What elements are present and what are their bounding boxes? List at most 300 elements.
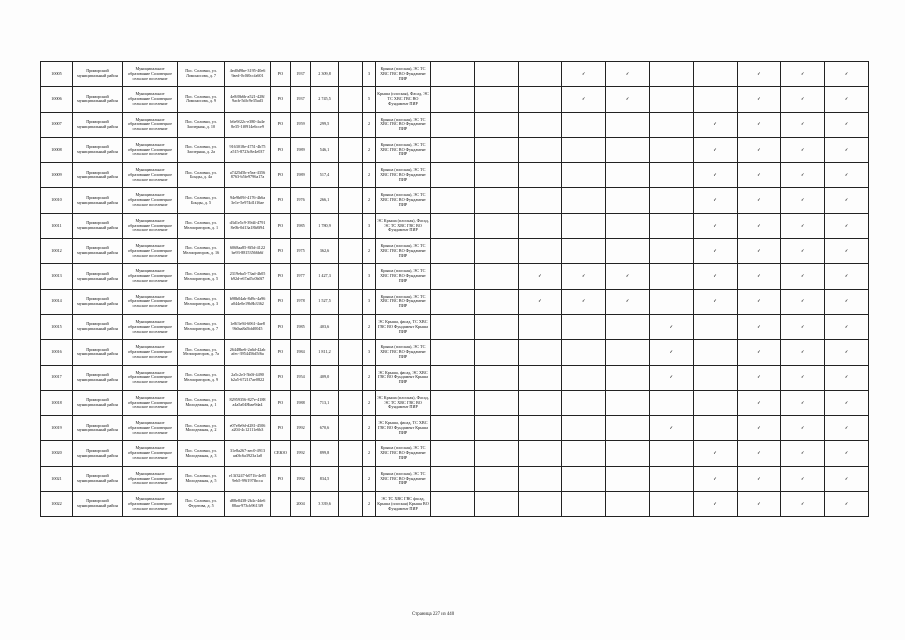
- check-mark-icon: ✓: [781, 188, 825, 213]
- empty-work-cell: [431, 264, 475, 289]
- check-mark-icon: ✓: [649, 365, 693, 390]
- blank-cell: [339, 87, 363, 112]
- row-id: 10012: [41, 239, 73, 264]
- area-cell: 266,1: [311, 188, 339, 213]
- table-row: [41, 466, 869, 491]
- check-mark-icon: ✓: [693, 213, 737, 238]
- year-cell: 1988: [291, 390, 311, 415]
- district-cell: Приморский муниципальный район: [73, 239, 123, 264]
- blank-cell: [339, 416, 363, 441]
- check-mark-icon: ✓: [518, 289, 562, 314]
- area-cell: 1 527,5: [311, 289, 339, 314]
- address-cell: Пос. Соловки, ул. Молодежная, д. 2: [178, 416, 225, 441]
- check-mark-icon: ✓: [781, 112, 825, 137]
- works-cell: ЭС Крыша (плоская), Фасад, ЭС ТС ХВС ГВС ВО Фундамент ПИР: [376, 390, 431, 415]
- year-cell: 1976: [291, 188, 311, 213]
- empty-work-cell: [474, 112, 518, 137]
- empty-work-cell: [474, 62, 518, 87]
- check-mark-icon: ✓: [781, 289, 825, 314]
- empty-work-cell: [693, 314, 737, 339]
- ownership-cell: РО: [271, 239, 291, 264]
- row-id: 10010: [41, 188, 73, 213]
- table-row: [41, 289, 869, 314]
- empty-work-cell: [431, 213, 475, 238]
- check-mark-icon: ✓: [781, 163, 825, 188]
- check-mark-icon: ✓: [737, 264, 781, 289]
- guid-cell: 2319eba5-73ad-4b05 b92d-e67ad5c0b0f7: [225, 264, 271, 289]
- empty-work-cell: [562, 188, 606, 213]
- check-mark-icon: ✓: [825, 390, 869, 415]
- check-mark-icon: ✓: [649, 340, 693, 365]
- area-cell: 546,1: [311, 137, 339, 162]
- check-mark-icon: ✓: [693, 188, 737, 213]
- count-cell: 2: [363, 239, 376, 264]
- check-mark-icon: ✓: [693, 264, 737, 289]
- check-mark-icon: ✓: [825, 340, 869, 365]
- settlement-cell: Муниципальное образование Соловецкое сельское поселение: [123, 87, 178, 112]
- count-cell: 2: [363, 137, 376, 162]
- ownership-cell: РО: [271, 390, 291, 415]
- works-cell: Крыша (плоская), ЭС ТС ХВС ГВС ВО Фундамент ПИР: [376, 239, 431, 264]
- empty-work-cell: [431, 492, 475, 517]
- district-cell: Приморский муниципальный район: [73, 314, 123, 339]
- empty-work-cell: [474, 163, 518, 188]
- register-table: [40, 61, 869, 517]
- empty-work-cell: [518, 112, 562, 137]
- check-mark-icon: ✓: [825, 264, 869, 289]
- blank-cell: [339, 62, 363, 87]
- settlement-cell: Муниципальное образование Соловецкое сельское поселение: [123, 314, 178, 339]
- address-cell: Пос. Соловки, ул. Мелиораторов, д. 16: [178, 239, 225, 264]
- empty-work-cell: [562, 137, 606, 162]
- empty-work-cell: [649, 492, 693, 517]
- table-body: [41, 62, 869, 517]
- district-cell: Приморский муниципальный район: [73, 492, 123, 517]
- check-mark-icon: ✓: [518, 264, 562, 289]
- check-mark-icon: ✓: [825, 163, 869, 188]
- count-cell: 2: [363, 112, 376, 137]
- empty-work-cell: [693, 87, 737, 112]
- settlement-cell: Муниципальное образование Соловецкое сельское поселение: [123, 264, 178, 289]
- empty-work-cell: [649, 87, 693, 112]
- district-cell: Приморский муниципальный район: [73, 365, 123, 390]
- settlement-cell: Муниципальное образование Соловецкое сельское поселение: [123, 62, 178, 87]
- check-mark-icon: ✓: [825, 87, 869, 112]
- row-id: 10005: [41, 62, 73, 87]
- empty-work-cell: [518, 87, 562, 112]
- works-cell: Крыша (плоская), ЭС ТС ХВС ГВС ВО Фундамент ПИР: [376, 264, 431, 289]
- empty-work-cell: [518, 416, 562, 441]
- check-mark-icon: ✓: [737, 314, 781, 339]
- works-cell: Крыша (плоская), ЭС ТС ХВС ГВС ВО Фундамент ПИР: [376, 62, 431, 87]
- check-mark-icon: ✓: [606, 264, 650, 289]
- check-mark-icon: ✓: [737, 492, 781, 517]
- district-cell: Приморский муниципальный район: [73, 87, 123, 112]
- year-cell: 1937: [291, 87, 311, 112]
- check-mark-icon: ✓: [737, 62, 781, 87]
- empty-work-cell: [518, 213, 562, 238]
- count-cell: 3: [363, 289, 376, 314]
- district-cell: Приморский муниципальный район: [73, 441, 123, 466]
- check-mark-icon: ✓: [737, 416, 781, 441]
- empty-work-cell: [474, 239, 518, 264]
- row-id: 10011: [41, 213, 73, 238]
- settlement-cell: Муниципальное образование Соловецкое сельское поселение: [123, 390, 178, 415]
- area-cell: 834,5: [311, 466, 339, 491]
- empty-work-cell: [474, 188, 518, 213]
- empty-work-cell: [649, 213, 693, 238]
- blank-cell: [339, 163, 363, 188]
- district-cell: Приморский муниципальный район: [73, 163, 123, 188]
- works-cell: Крыша (плоская), ЭС ТС ХВС ГВС ВО Фундамент ПИР: [376, 340, 431, 365]
- ownership-cell: РО: [271, 466, 291, 491]
- area-cell: 2 745,5: [311, 87, 339, 112]
- check-mark-icon: ✓: [737, 289, 781, 314]
- empty-work-cell: [431, 466, 475, 491]
- empty-work-cell: [518, 314, 562, 339]
- check-mark-icon: ✓: [825, 188, 869, 213]
- district-cell: Приморский муниципальный район: [73, 213, 123, 238]
- address-cell: Пос. Соловки, ул. Заозерная, д. 2а: [178, 137, 225, 162]
- empty-work-cell: [606, 112, 650, 137]
- empty-work-cell: [474, 340, 518, 365]
- count-cell: 2: [363, 188, 376, 213]
- empty-work-cell: [606, 188, 650, 213]
- blank-cell: [339, 365, 363, 390]
- address-cell: Пос. Соловки, ул. Молодежная, д. 5: [178, 466, 225, 491]
- empty-work-cell: [431, 188, 475, 213]
- empty-work-cell: [474, 441, 518, 466]
- district-cell: Приморский муниципальный район: [73, 289, 123, 314]
- guid-cell: 6068aa85-8f5d-4122 be93-88153566b6f: [225, 239, 271, 264]
- area-cell: 362,6: [311, 239, 339, 264]
- guid-cell: 4e8f0b6b-a521-428f 9acb-5dfc9e35ad3: [225, 87, 271, 112]
- guid-cell: 9163018e-4751-4b75 a515-8723c8e4e037: [225, 137, 271, 162]
- empty-work-cell: [474, 466, 518, 491]
- year-cell: 1977: [291, 264, 311, 289]
- blank-cell: [339, 466, 363, 491]
- district-cell: Приморский муниципальный район: [73, 466, 123, 491]
- year-cell: 1959: [291, 112, 311, 137]
- ownership-cell: РО: [271, 188, 291, 213]
- guid-cell: 2a5c2e3-5b0f-4490 b2a5-6721f7ae0822: [225, 365, 271, 390]
- blank-cell: [339, 492, 363, 517]
- count-cell: 2: [363, 441, 376, 466]
- empty-work-cell: [562, 492, 606, 517]
- empty-work-cell: [562, 365, 606, 390]
- works-cell: Крыша (плоская), ЭС ТС ХВС ГВС ВО Фундамент ПИР: [376, 466, 431, 491]
- empty-work-cell: [649, 289, 693, 314]
- empty-work-cell: [606, 340, 650, 365]
- check-mark-icon: ✓: [781, 137, 825, 162]
- works-cell: Крыша (плоская), ЭС ТС ХВС ГВС ВО Фундамент ПИР: [376, 112, 431, 137]
- table-row: [41, 416, 869, 441]
- district-cell: Приморский муниципальный район: [73, 340, 123, 365]
- address-cell: Пос. Соловки, ул. Мелиораторов, д. 3: [178, 289, 225, 314]
- address-cell: Пос. Соловки, ул. Мелиораторов, д. 9: [178, 365, 225, 390]
- address-cell: Пос. Соловки, ул. Ломоносова, д. 9: [178, 87, 225, 112]
- works-cell: ЭС Крыша, фасад, ТС ХВС ГВС ВО Фундамент Крыша ПИР: [376, 416, 431, 441]
- blank-cell: [339, 264, 363, 289]
- settlement-cell: Муниципальное образование Соловецкое сельское поселение: [123, 340, 178, 365]
- works-cell: ЭС ТС ХВС ГВС фасад, Крыша (плоская) Крыша ВО Фундамент ПИР: [376, 492, 431, 517]
- settlement-cell: Муниципальное образование Соловецкое сельское поселение: [123, 492, 178, 517]
- empty-work-cell: [649, 62, 693, 87]
- guid-cell: 31e8a267-aec0-4913 aa0fc6a3923a1a0: [225, 441, 271, 466]
- row-id: 10019: [41, 416, 73, 441]
- guid-cell: b6e9f22c-e380-4a4e 8e35-1f0914e6cce9: [225, 112, 271, 137]
- ownership-cell: [271, 492, 291, 517]
- check-mark-icon: ✓: [825, 416, 869, 441]
- empty-work-cell: [693, 62, 737, 87]
- blank-cell: [339, 137, 363, 162]
- guid-cell: 94e9b09f-4176-4b6a 3e1e-5e974d1f16ae: [225, 188, 271, 213]
- address-cell: Пос. Соловки, ул. Федотова, д. 5: [178, 492, 225, 517]
- empty-work-cell: [474, 289, 518, 314]
- year-cell: 1989: [291, 137, 311, 162]
- guid-cell: 26448be6-2a6d-42ab afec-3954456d5f6a: [225, 340, 271, 365]
- check-mark-icon: ✓: [781, 239, 825, 264]
- works-cell: Крыша (плоская), ЭС ТС ХВС ГВС ВО Фундамент ПИР: [376, 188, 431, 213]
- empty-work-cell: [606, 137, 650, 162]
- empty-work-cell: [649, 239, 693, 264]
- empty-work-cell: [474, 314, 518, 339]
- works-cell: Крыша (плоская), Фасад, ЭС ТС ХВС ГВС ВО Фундамент ПИР: [376, 87, 431, 112]
- empty-work-cell: [474, 213, 518, 238]
- row-id: 10017: [41, 365, 73, 390]
- guid-cell: e13f3247-b071b-4e05 9eb5-99f197fbcca: [225, 466, 271, 491]
- year-cell: 1937: [291, 62, 311, 87]
- check-mark-icon: ✓: [562, 62, 606, 87]
- area-cell: 517,4: [311, 163, 339, 188]
- empty-work-cell: [649, 441, 693, 466]
- empty-work-cell: [431, 289, 475, 314]
- blank-cell: [339, 239, 363, 264]
- empty-work-cell: [562, 112, 606, 137]
- check-mark-icon: ✓: [781, 340, 825, 365]
- check-mark-icon: ✓: [825, 492, 869, 517]
- row-id: 10020: [41, 441, 73, 466]
- settlement-cell: Муниципальное образование Соловецкое сельское поселение: [123, 441, 178, 466]
- table-row: [41, 112, 869, 137]
- year-cell: 1992: [291, 466, 311, 491]
- check-mark-icon: ✓: [693, 466, 737, 491]
- empty-work-cell: [562, 239, 606, 264]
- row-id: 10009: [41, 163, 73, 188]
- table-row: [41, 365, 869, 390]
- check-mark-icon: ✓: [737, 340, 781, 365]
- empty-work-cell: [562, 314, 606, 339]
- empty-work-cell: [474, 137, 518, 162]
- check-mark-icon: ✓: [649, 416, 693, 441]
- empty-work-cell: [649, 390, 693, 415]
- check-mark-icon: ✓: [781, 492, 825, 517]
- empty-work-cell: [518, 239, 562, 264]
- year-cell: 1989: [291, 163, 311, 188]
- empty-work-cell: [606, 390, 650, 415]
- empty-work-cell: [606, 239, 650, 264]
- check-mark-icon: ✓: [781, 87, 825, 112]
- table-row: [41, 441, 869, 466]
- check-mark-icon: ✓: [781, 441, 825, 466]
- check-mark-icon: ✓: [825, 314, 869, 339]
- works-cell: Крыша (плоская), ЭС ТС ХВС ГВС ВО Фундамент ПИР: [376, 163, 431, 188]
- empty-work-cell: [431, 87, 475, 112]
- area-cell: 409,0: [311, 365, 339, 390]
- empty-work-cell: [562, 163, 606, 188]
- empty-work-cell: [474, 390, 518, 415]
- check-mark-icon: ✓: [737, 112, 781, 137]
- empty-work-cell: [649, 188, 693, 213]
- ownership-cell: РО: [271, 314, 291, 339]
- empty-work-cell: [693, 340, 737, 365]
- empty-work-cell: [518, 492, 562, 517]
- count-cell: 2: [363, 492, 376, 517]
- check-mark-icon: ✓: [825, 112, 869, 137]
- row-id: 10022: [41, 492, 73, 517]
- count-cell: 5: [363, 87, 376, 112]
- check-mark-icon: ✓: [825, 466, 869, 491]
- empty-work-cell: [518, 62, 562, 87]
- check-mark-icon: ✓: [737, 441, 781, 466]
- district-cell: Приморский муниципальный район: [73, 62, 123, 87]
- blank-cell: [339, 289, 363, 314]
- empty-work-cell: [606, 213, 650, 238]
- table-row: [41, 87, 869, 112]
- empty-work-cell: [606, 492, 650, 517]
- check-mark-icon: ✓: [825, 239, 869, 264]
- check-mark-icon: ✓: [781, 62, 825, 87]
- empty-work-cell: [606, 314, 650, 339]
- empty-work-cell: [606, 416, 650, 441]
- ownership-cell: РО: [271, 112, 291, 137]
- settlement-cell: Муниципальное образование Соловецкое сельское поселение: [123, 416, 178, 441]
- empty-work-cell: [474, 264, 518, 289]
- blank-cell: [339, 340, 363, 365]
- table-row: [41, 188, 869, 213]
- check-mark-icon: ✓: [737, 137, 781, 162]
- empty-work-cell: [431, 112, 475, 137]
- empty-work-cell: [431, 62, 475, 87]
- check-mark-icon: ✓: [693, 441, 737, 466]
- empty-work-cell: [431, 390, 475, 415]
- empty-work-cell: [562, 416, 606, 441]
- count-cell: 3: [363, 213, 376, 238]
- empty-work-cell: [518, 188, 562, 213]
- settlement-cell: Муниципальное образование Соловецкое сельское поселение: [123, 137, 178, 162]
- table-row: [41, 264, 869, 289]
- empty-work-cell: [431, 416, 475, 441]
- guid-cell: 4ed0d9be-3195-40e6 9aed-0c0f0ccfa601: [225, 62, 271, 87]
- district-cell: Приморский муниципальный район: [73, 112, 123, 137]
- ownership-cell: РО: [271, 213, 291, 238]
- ownership-cell: РО: [271, 87, 291, 112]
- check-mark-icon: ✓: [606, 289, 650, 314]
- table-row: [41, 390, 869, 415]
- district-cell: Приморский муниципальный район: [73, 390, 123, 415]
- page-footer: Страница 227 из 440: [412, 612, 455, 617]
- check-mark-icon: ✓: [781, 213, 825, 238]
- ownership-cell: РО: [271, 163, 291, 188]
- row-id: 10007: [41, 112, 73, 137]
- area-cell: 403,6: [311, 314, 339, 339]
- address-cell: Пос. Соловки, ул. Мелиораторов, д. 1: [178, 213, 225, 238]
- guid-cell: d88e8438-2b4c-4de6 88aa-973cb9613f9: [225, 492, 271, 517]
- blank-cell: [339, 112, 363, 137]
- empty-work-cell: [474, 492, 518, 517]
- check-mark-icon: ✓: [693, 289, 737, 314]
- ownership-cell: РО: [271, 62, 291, 87]
- row-id: 10014: [41, 289, 73, 314]
- check-mark-icon: ✓: [781, 264, 825, 289]
- check-mark-icon: ✓: [693, 239, 737, 264]
- blank-cell: [339, 188, 363, 213]
- empty-work-cell: [518, 163, 562, 188]
- empty-work-cell: [474, 87, 518, 112]
- check-mark-icon: ✓: [737, 466, 781, 491]
- empty-work-cell: [431, 314, 475, 339]
- area-cell: 713,1: [311, 390, 339, 415]
- table-row: [41, 163, 869, 188]
- row-id: 10021: [41, 466, 73, 491]
- check-mark-icon: ✓: [606, 87, 650, 112]
- blank-cell: [339, 213, 363, 238]
- check-mark-icon: ✓: [693, 112, 737, 137]
- check-mark-icon: ✓: [825, 137, 869, 162]
- blank-cell: [339, 390, 363, 415]
- address-cell: Пос. Соловки, ул. Мелиораторов, д. 7: [178, 314, 225, 339]
- count-cell: 3: [363, 340, 376, 365]
- works-cell: ЭС Крыша, фасад, ТС ХВС ГВС ВО Фундамент Крыша ПИР: [376, 314, 431, 339]
- area-cell: 3 339,6: [311, 492, 339, 517]
- area-cell: 670,6: [311, 416, 339, 441]
- empty-work-cell: [431, 163, 475, 188]
- year-cell: 1985: [291, 213, 311, 238]
- empty-work-cell: [693, 390, 737, 415]
- row-id: 10013: [41, 264, 73, 289]
- empty-work-cell: [431, 365, 475, 390]
- empty-work-cell: [562, 441, 606, 466]
- row-id: 10015: [41, 314, 73, 339]
- address-cell: Пос. Соловки, ул. Бонды, д. 5: [178, 188, 225, 213]
- count-cell: 3: [363, 62, 376, 87]
- ownership-cell: РО: [271, 289, 291, 314]
- guid-cell: a7425d5b-e5ea-4356 8763-b5fe9796a17a: [225, 163, 271, 188]
- check-mark-icon: ✓: [825, 441, 869, 466]
- settlement-cell: Муниципальное образование Соловецкое сельское поселение: [123, 466, 178, 491]
- empty-work-cell: [649, 264, 693, 289]
- empty-work-cell: [518, 137, 562, 162]
- year-cell: 1984: [291, 340, 311, 365]
- count-cell: 2: [363, 390, 376, 415]
- ownership-cell: РО: [271, 137, 291, 162]
- check-mark-icon: ✓: [737, 239, 781, 264]
- check-mark-icon: ✓: [693, 137, 737, 162]
- empty-work-cell: [431, 441, 475, 466]
- empty-work-cell: [518, 441, 562, 466]
- ownership-cell: РО: [271, 264, 291, 289]
- empty-work-cell: [474, 365, 518, 390]
- check-mark-icon: ✓: [562, 87, 606, 112]
- empty-work-cell: [562, 466, 606, 491]
- check-mark-icon: ✓: [606, 62, 650, 87]
- count-cell: 2: [363, 416, 376, 441]
- empty-work-cell: [649, 466, 693, 491]
- check-mark-icon: ✓: [781, 466, 825, 491]
- year-cell: 1975: [291, 239, 311, 264]
- table-row: [41, 492, 869, 517]
- check-mark-icon: ✓: [825, 365, 869, 390]
